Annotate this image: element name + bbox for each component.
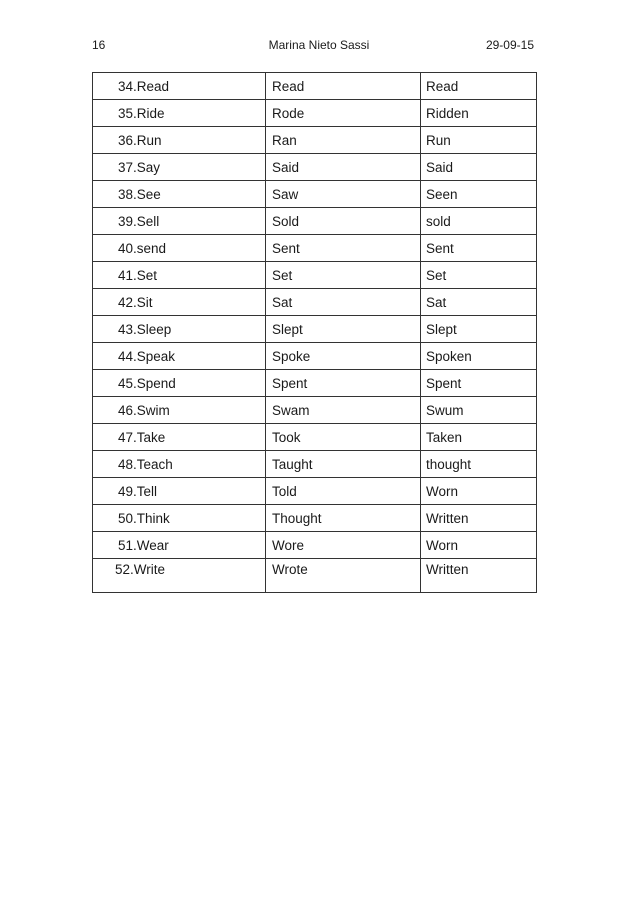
past-simple-cell: Spoke	[266, 343, 421, 370]
header-author: Marina Nieto Sassi	[268, 38, 370, 52]
past-participle-cell: Worn	[421, 478, 537, 505]
table-row	[93, 505, 537, 532]
base-form-cell: 48.Teach	[93, 451, 266, 478]
past-simple-cell: Ran	[266, 127, 421, 154]
past-simple-cell: Thought	[266, 505, 421, 532]
table-row	[93, 532, 537, 559]
base-form-cell: 36.Run	[93, 127, 266, 154]
table-row	[93, 181, 537, 208]
base-form-cell: 47.Take	[93, 424, 266, 451]
base-form-cell: 52.Write	[93, 559, 266, 593]
past-participle-cell: Spent	[421, 370, 537, 397]
table-row	[93, 235, 537, 262]
past-participle-cell: Seen	[421, 181, 537, 208]
base-form-cell: 44.Speak	[93, 343, 266, 370]
table-row	[93, 478, 537, 505]
past-simple-cell: Took	[266, 424, 421, 451]
table-row	[93, 316, 537, 343]
past-participle-cell: Written	[421, 559, 537, 593]
past-participle-cell: Spoken	[421, 343, 537, 370]
base-form-cell: 39.Sell	[93, 208, 266, 235]
table-row	[93, 262, 537, 289]
base-form-cell: 46.Swim	[93, 397, 266, 424]
past-simple-cell: Sat	[266, 289, 421, 316]
base-form-cell: 41.Set	[93, 262, 266, 289]
past-simple-cell: Sent	[266, 235, 421, 262]
past-simple-cell: Wore	[266, 532, 421, 559]
past-participle-cell: Taken	[421, 424, 537, 451]
past-participle-cell: Ridden	[421, 100, 537, 127]
base-form-cell: 38.See	[93, 181, 266, 208]
past-simple-cell: Saw	[266, 181, 421, 208]
past-simple-cell: Told	[266, 478, 421, 505]
past-simple-cell: Read	[266, 73, 421, 100]
past-participle-cell: Set	[421, 262, 537, 289]
past-simple-cell: Swam	[266, 397, 421, 424]
past-participle-cell: Said	[421, 154, 537, 181]
table-row	[93, 73, 537, 100]
base-form-cell: 49.Tell	[93, 478, 266, 505]
past-simple-cell: Sold	[266, 208, 421, 235]
irregular-verbs-table	[92, 72, 537, 593]
past-simple-cell: Rode	[266, 100, 421, 127]
past-simple-cell: Wrote	[266, 559, 421, 593]
past-participle-cell: Slept	[421, 316, 537, 343]
table-row	[93, 397, 537, 424]
past-participle-cell: Read	[421, 73, 537, 100]
base-form-cell: 34.Read	[93, 73, 266, 100]
table-row	[93, 424, 537, 451]
header-date: 29-09-15	[485, 38, 534, 52]
table-row	[93, 559, 537, 593]
past-participle-cell: thought	[421, 451, 537, 478]
verbs-table-body	[93, 73, 537, 593]
table-row	[93, 127, 537, 154]
table-row	[93, 370, 537, 397]
base-form-cell: 37.Say	[93, 154, 266, 181]
past-simple-cell: Said	[266, 154, 421, 181]
table-row	[93, 451, 537, 478]
past-participle-cell: Worn	[421, 532, 537, 559]
base-form-cell: 35.Ride	[93, 100, 266, 127]
base-form-cell: 50.Think	[93, 505, 266, 532]
past-participle-cell: Run	[421, 127, 537, 154]
base-form-cell: 45.Spend	[93, 370, 266, 397]
base-form-cell: 51.Wear	[93, 532, 266, 559]
past-participle-cell: sold	[421, 208, 537, 235]
table-row	[93, 343, 537, 370]
table-row	[93, 208, 537, 235]
base-form-cell: 40.send	[93, 235, 266, 262]
past-simple-cell: Slept	[266, 316, 421, 343]
past-participle-cell: Written	[421, 505, 537, 532]
past-participle-cell: Sat	[421, 289, 537, 316]
page-number: 16	[92, 38, 106, 52]
past-participle-cell: Sent	[421, 235, 537, 262]
table-row	[93, 100, 537, 127]
past-participle-cell: Swum	[421, 397, 537, 424]
table-row	[93, 289, 537, 316]
past-simple-cell: Set	[266, 262, 421, 289]
past-simple-cell: Taught	[266, 451, 421, 478]
past-simple-cell: Spent	[266, 370, 421, 397]
base-form-cell: 43.Sleep	[93, 316, 266, 343]
table-row	[93, 154, 537, 181]
base-form-cell: 42.Sit	[93, 289, 266, 316]
